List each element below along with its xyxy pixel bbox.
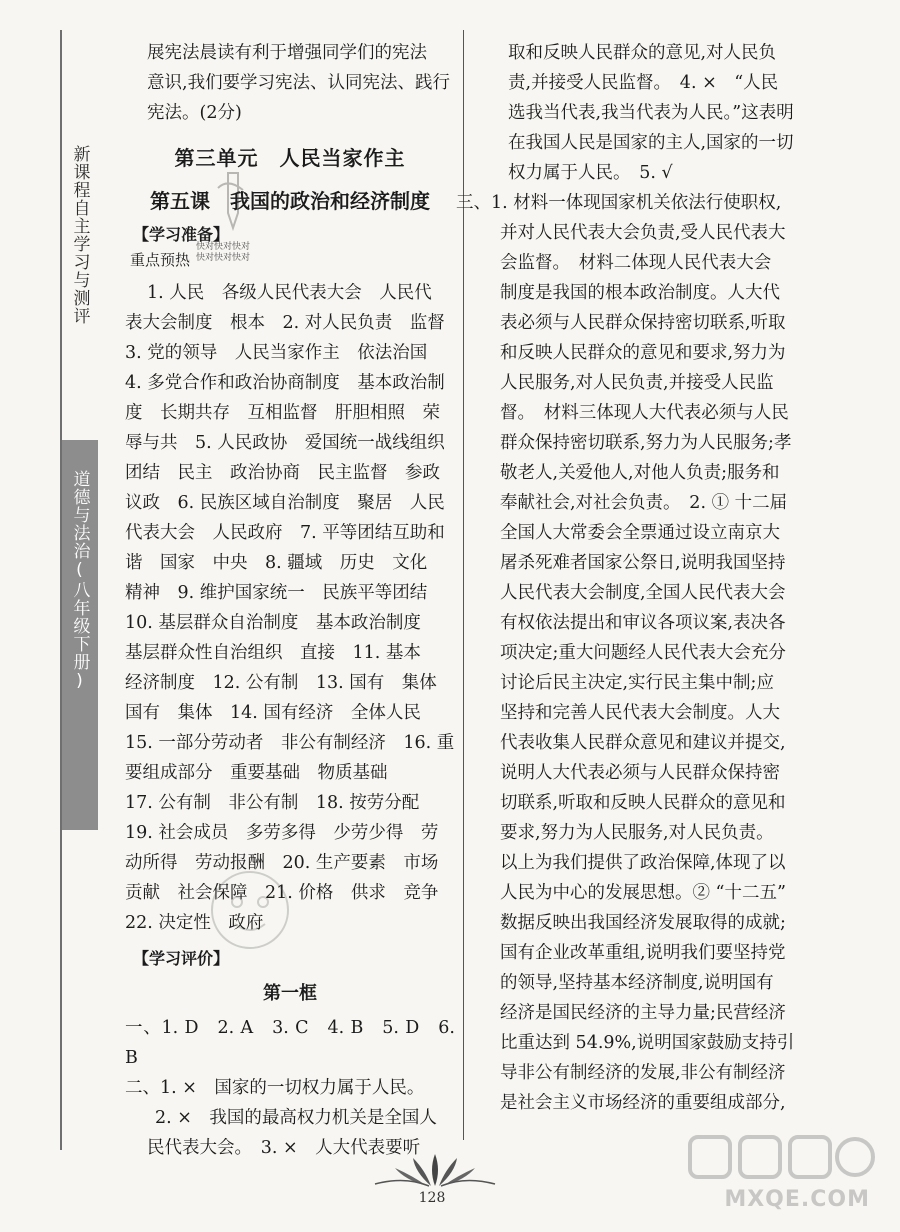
prep-line: 表大会制度 根本 2. 对人民负责 监督 <box>125 313 445 333</box>
answer-line: 人民服务,对人民负责,并接受人民监 <box>500 373 774 393</box>
answer-line: 全国人大常委会全票通过设立南京大 <box>500 523 780 543</box>
prep-subtitle: 重点预热 <box>130 251 191 269</box>
unit-title: 第三单元 人民当家作主 <box>174 146 406 170</box>
answer-line: 的领导,坚持基本经济制度,说明国有 <box>500 973 774 993</box>
stamp-line: 快对快对快对 <box>196 253 251 263</box>
left-column <box>125 38 455 1163</box>
answer-line: 导非公有制经济的发展,非公有制经济 <box>500 1063 786 1083</box>
leaf-ornament-icon <box>365 1150 505 1190</box>
answer-line: 2. × 我国的最高权力机关是全国人 <box>155 1108 437 1128</box>
stamp-text <box>196 242 250 264</box>
series-title: 新课程自主学习与测评 <box>69 145 90 325</box>
answer-line: 人民为中心的发展思想。② “十二五” <box>500 883 786 903</box>
answer-line: 经济是国民经济的主导力量;民营经济 <box>500 1003 786 1023</box>
intro-line: 意识,我们要学习宪法、认同宪法、践行 <box>147 73 451 93</box>
prep-line: 代表大会 人民政府 7. 平等团结互助和 <box>125 523 445 543</box>
answer-line: 人民代表大会制度,全国人民代表大会 <box>500 583 786 603</box>
answer-line: 表必须与人民群众保持密切联系,听取 <box>500 313 786 333</box>
answer-line: 群众保持密切联系,努力为人民服务;孝 <box>500 433 792 453</box>
answer-line: 责,并接受人民监督。 4. × “人民 <box>508 73 779 93</box>
answer-line: 坚持和完善人民代表大会制度。人大 <box>500 703 780 723</box>
answer-line: 会监督。 材料二体现人民代表大会 <box>500 253 772 273</box>
page-number: 128 <box>418 1190 446 1206</box>
sidebar <box>60 30 100 1150</box>
right-column <box>456 38 808 1118</box>
answer-line: 敬老人,关爱他人,对他人负责;服务和 <box>500 463 780 483</box>
prep-line: 10. 基层群众自治制度 基本政治制度 <box>125 613 421 633</box>
answer-line: 和反映人民群众的意见和要求,努力为 <box>500 343 786 363</box>
prep-line: 度 长期共存 互相监督 肝胆相照 荣 <box>125 403 440 423</box>
prep-line: 3. 党的领导 人民当家作主 依法治国 <box>125 343 428 363</box>
cartoon-sketch-icon <box>195 860 305 960</box>
prep-line: 精神 9. 维护国家统一 民族平等团结 <box>125 583 428 603</box>
answer-line: 项决定;重大问题经人民代表大会充分 <box>500 643 786 663</box>
prep-line: 议政 6. 民族区域自治制度 聚居 人民 <box>125 493 445 513</box>
answer-line: 在我国人民是国家的主人,国家的一切 <box>508 133 794 153</box>
answer-line: 三、1. 材料一体现国家机关依法行使职权, <box>456 193 782 213</box>
answer-line: 二、1. × 国家的一切权力属于人民。 <box>125 1078 425 1098</box>
watermark-logo-icon <box>680 1127 880 1187</box>
answer-line: 数据反映出我国经济发展取得的成就; <box>500 913 786 933</box>
prep-line: 团结 民主 政治协商 民主监督 参政 <box>125 463 440 483</box>
prep-line: 基层群众性自治组织 直接 11. 基本 <box>125 643 421 663</box>
answer-line: 制度是我国的根本政治制度。人大代 <box>500 283 780 303</box>
watermark-text: MXQE.COM <box>724 1187 870 1212</box>
prep-line: 经济制度 12. 公有制 13. 国有 集体 <box>125 673 437 693</box>
prep-line: 贡献 社会保障 21. 价格 供求 竞争 <box>125 883 439 903</box>
eval-tag: 【学习评价】 <box>133 949 230 968</box>
answer-line: 选我当代表,我当代表为人民。”这表明 <box>508 103 794 123</box>
answer-line: 屠杀死难者国家公祭日,说明我国坚持 <box>500 553 786 573</box>
watermark <box>680 1127 880 1217</box>
answer-line: 并对人民代表大会负责,受人民代表大 <box>500 223 786 243</box>
answer-line: 奉献社会,对社会负责。 2. ① 十二届 <box>500 493 788 513</box>
prep-line: 动所得 劳动报酬 20. 生产要素 市场 <box>125 853 439 873</box>
answer-line: 切联系,听取和反映人民群众的意见和 <box>500 793 786 813</box>
prep-line: 15. 一部分劳动者 非公有制经济 16. 重 <box>125 733 455 753</box>
intro-line: 宪法。(2分) <box>147 103 242 123</box>
answer-line: 说明人大代表必须与人民群众保持密 <box>500 763 780 783</box>
answer-line: 民代表大会。 3. × 人大代表要听 <box>147 1138 421 1158</box>
prep-line: 4. 多党合作和政治协商制度 基本政治制 <box>125 373 445 393</box>
prep-line: 22. 决定性 政府 <box>125 913 264 933</box>
answer-line: 取和反映人民群众的意见,对人民负 <box>508 43 777 63</box>
answer-line: 讨论后民主决定,实行民主集中制;应 <box>500 673 774 693</box>
prep-line: 1. 人民 各级人民代表大会 人民代 <box>147 283 432 303</box>
answer-line: 是社会主义市场经济的重要组成部分, <box>500 1093 786 1113</box>
prep-line: 19. 社会成员 多劳多得 少劳少得 劳 <box>125 823 439 843</box>
subject-title: 道德与法治(八年级下册) <box>62 440 98 830</box>
prep-line: 要组成部分 重要基础 物质基础 <box>125 763 388 783</box>
prep-line: 辱与共 5. 人民政协 爱国统一战线组织 <box>125 433 445 453</box>
answer-line: 一、1. D 2. A 3. C 4. B 5. D 6. B <box>125 1018 455 1068</box>
answer-line: 代表收集人民群众意见和建议并提交, <box>500 733 786 753</box>
frame-title: 第一框 <box>263 983 317 1004</box>
answer-line: 有权依法提出和审议各项议案,表决各 <box>500 613 786 633</box>
intro-line: 展宪法晨读有利于增强同学们的宪法 <box>147 43 427 63</box>
lesson-title: 第五课 我国的政治和经济制度 <box>150 189 430 213</box>
answer-line: 比重达到 54.9%,说明国家鼓励支持引 <box>500 1033 795 1053</box>
prep-line: 17. 公有制 非公有制 18. 按劳分配 <box>125 793 420 813</box>
stamp-line: 快对快对快对 <box>196 242 251 252</box>
answer-line: 督。 材料三体现人大代表必须与人民 <box>500 403 789 423</box>
prep-line: 谐 国家 中央 8. 疆域 历史 文化 <box>125 553 428 573</box>
answer-line: 要求,努力为人民服务,对人民负责。 <box>500 823 774 843</box>
pencil-sketch-icon <box>198 168 258 238</box>
answer-line: 以上为我们提供了政治保障,体现了以 <box>500 853 786 873</box>
prep-line: 国有 集体 14. 国有经济 全体人民 <box>125 703 421 723</box>
prep-tag: 【学习准备】 <box>133 225 230 244</box>
answer-line: 国有企业改革重组,说明我们要坚持党 <box>500 943 786 963</box>
answer-line: 权力属于人民。 5. √ <box>508 163 673 183</box>
